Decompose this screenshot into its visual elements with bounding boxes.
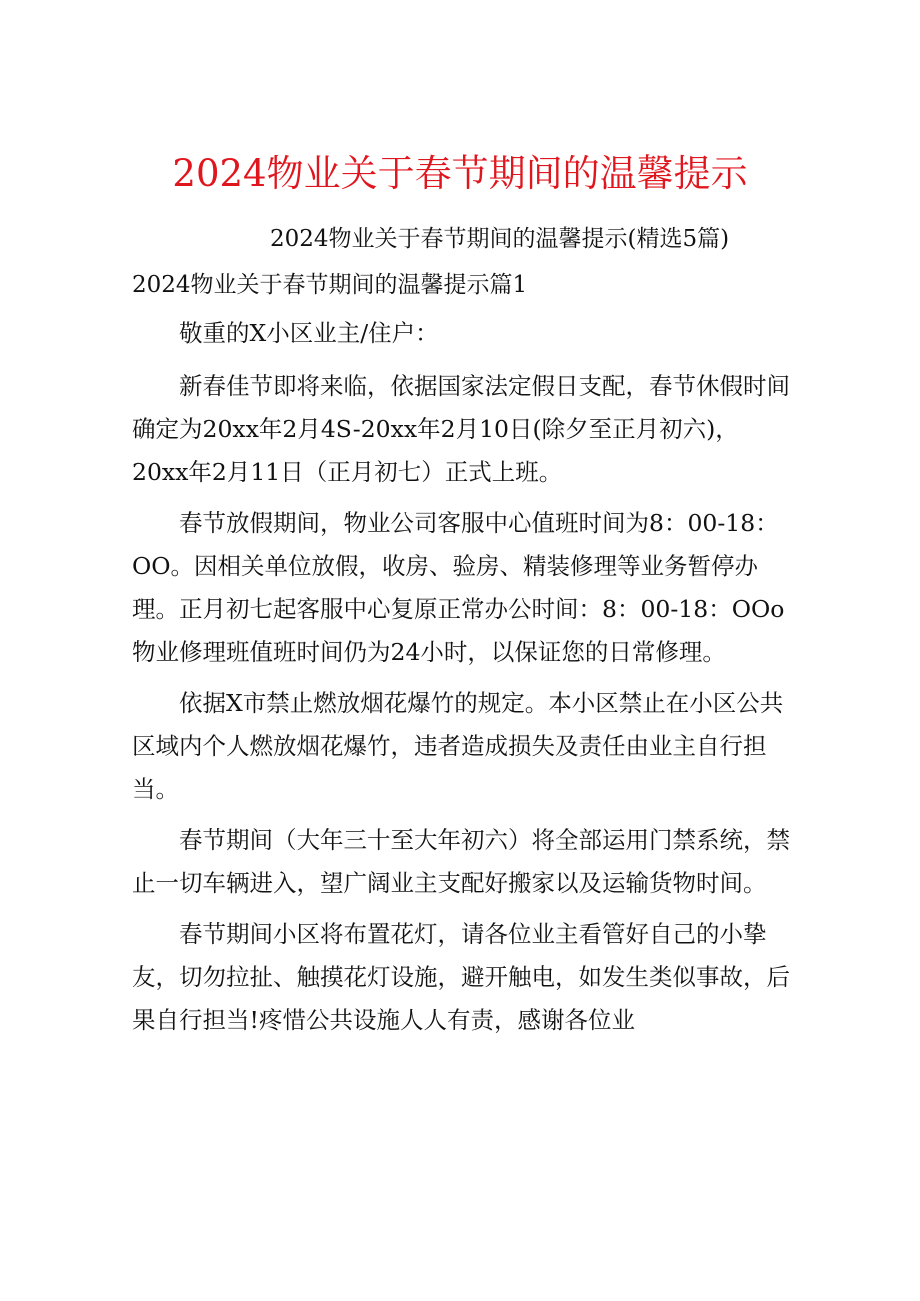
holiday-schedule-paragraph: 新春佳节即将来临，依据国家法定假日支配，春节休假时间确定为20xx年2月4S-20xx年2月10日(除夕至正月初六)，20xx年2月11日（正月初七）正式上班。 [132,372,790,486]
fireworks-paragraph: 依据X市禁止燃放烟花爆竹的规定。本小区禁止在小区公共区域内个人燃放烟花爆竹，违者造成损失及责任由业主自行担当。 [132,689,784,803]
document-title: 2024物业关于春节期间的温馨提示 [172,152,748,195]
section-heading: 2024物业关于春节期间的温馨提示篇1 [132,272,528,298]
service-hours-paragraph: 春节放假期间，物业公司客服中心值班时间为8：00-18：OO。因相关单位放假，收房、验房、精装修理等业务暂停办理。正月初七起客服中心复原正常办公时间：8：00-18：OOo物业修理班值班时间仍为24小时，以保证您的日常修理。 [132,509,785,666]
document-body [132,312,792,1050]
access-control-paragraph: 春节期间（大年三十至大年初六）将全部运用门禁系统，禁止一切车辆进入，望广阔业主支配好搬家以及运输货物时间。 [132,826,790,897]
greeting-paragraph: 敬重的X小区业主/住户： [179,319,439,347]
lantern-safety-paragraph: 春节期间小区将布置花灯，请各位业主看管好自己的小挚友，切勿拉扯、触摸花灯设施，避开触电，如发生类似事故，后果自行担当!疼惜公共设施人人有责，感谢各位业 [132,920,790,1034]
document-subtitle: 2024物业关于春节期间的温馨提示(精选5篇) [270,226,730,252]
